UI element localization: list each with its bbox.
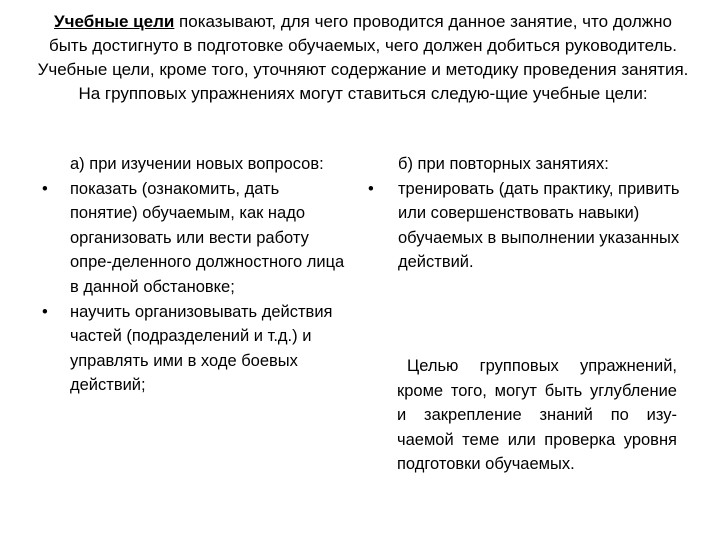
right-bullet-text: тренировать (дать практику, привить или совершенствовать навыки) обучаемых в выполнении указанных действий.: [398, 179, 680, 272]
right-column-heading: б) при повторных занятиях:: [398, 155, 609, 173]
intro-term: Учебные цели: [54, 12, 175, 31]
intro-paragraph: [36, 10, 690, 106]
left-bullet-text: показать (ознакомить, дать понятие) обучаемым, как надо организовать или вести работу опре-деленного должностного лица в данной обстановке;: [70, 179, 345, 296]
intro-text: показывают, для чего проводится данное занятие, что должно быть достигнуто в подготовке обучаемых, чего должен добиться руководитель. Учебные цели, кроме того, уточняют содержание и методику проведения занятия. На групповых упражнениях могут ставиться следую-щие учебные цели:: [37, 12, 689, 103]
left-bullet-item: [30, 300, 350, 398]
left-bullet-item: [30, 177, 350, 300]
left-column-heading: а) при изучении новых вопросов:: [70, 155, 324, 173]
bullet-dot: •: [368, 179, 374, 198]
right-column: [360, 152, 690, 275]
bullet-dot: •: [42, 302, 48, 321]
group-exercise-text: Целью групповых упражнений, кроме того, могут быть углубление и закрепление знаний по изу-чаемой теме или проверка уровня подготовки обучаемых.: [397, 357, 677, 473]
bullet-dot: •: [42, 179, 48, 198]
right-bullet-item: [360, 177, 690, 275]
left-column: [30, 152, 350, 398]
left-bullet-text: научить организовывать действия частей (подразделений и т.д.) и управлять ими в ходе боевых действий;: [70, 302, 333, 395]
group-exercise-paragraph: [397, 354, 677, 477]
